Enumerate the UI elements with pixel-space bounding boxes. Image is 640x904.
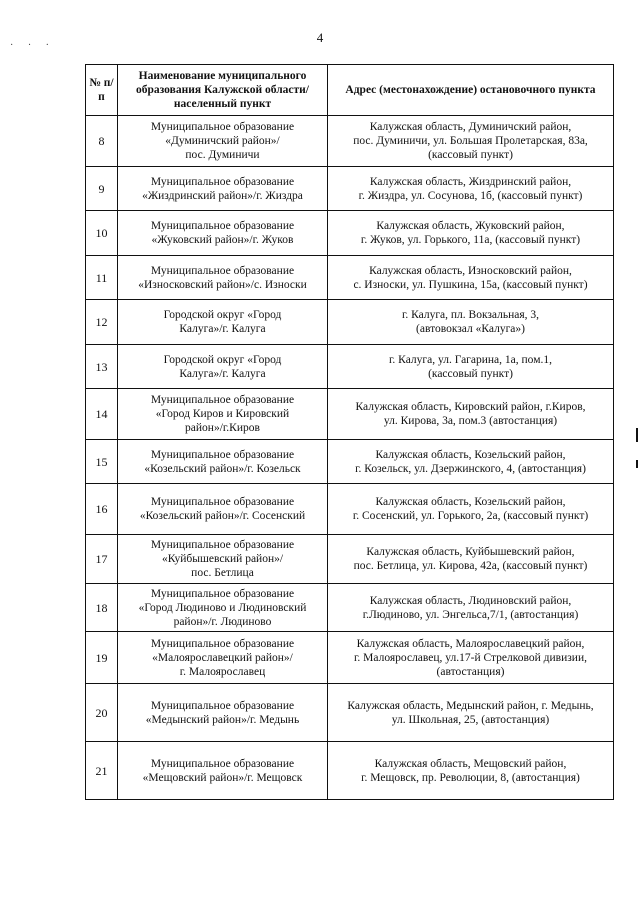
address-cell xyxy=(328,211,614,256)
address-cell xyxy=(328,440,614,484)
municipality-line: «Думиничский район»/ xyxy=(165,135,280,147)
row-number: 17 xyxy=(86,535,118,584)
stops-table xyxy=(85,64,614,800)
municipality-line: Муниципальное образование xyxy=(150,220,295,232)
address-line: Калужская область, Думиничский район, xyxy=(369,121,572,133)
address-cell xyxy=(328,167,614,211)
municipality-line: «Жуковский район»/г. Жуков xyxy=(151,234,294,246)
address-line: Калужская область, Куйбышевский район, xyxy=(366,546,575,558)
municipality-cell xyxy=(118,484,328,535)
municipality-line: Муниципальное образование xyxy=(150,496,295,508)
address-line: Калужская область, Малоярославецкий район, xyxy=(356,637,585,650)
table-row xyxy=(86,684,614,742)
table-row xyxy=(86,584,614,632)
page-number: 4 xyxy=(316,30,324,45)
row-number: 15 xyxy=(86,440,118,484)
municipality-line: Муниципальное образование xyxy=(150,175,295,188)
address-cell xyxy=(328,389,614,440)
municipality-line: Муниципальное образование xyxy=(150,637,295,650)
municipality-cell xyxy=(118,211,328,256)
municipality-cell xyxy=(118,300,328,345)
municipality-cell xyxy=(118,440,328,484)
municipality-cell xyxy=(118,684,328,742)
address-line: г.Людиново, ул. Энгельса,7/1, (автостанция) xyxy=(362,608,579,621)
municipality-cell xyxy=(118,584,328,632)
municipality-line: район»/г.Киров xyxy=(185,422,260,434)
municipality-line: Городской округ «Город xyxy=(163,353,282,366)
municipality-line: «Медынский район»/г. Медынь xyxy=(145,713,300,726)
municipality-line: «Мещовский район»/г. Мещовск xyxy=(142,771,303,784)
municipality-cell xyxy=(118,256,328,300)
address-line: Калужская область, Мещовский район, xyxy=(374,757,567,770)
address-cell xyxy=(328,300,614,345)
municipality-line: Муниципальное образование xyxy=(150,699,295,712)
row-number: 12 xyxy=(86,300,118,345)
address-line: пос. Бетлица, ул. Кирова, 42а, (кассовый пункт) xyxy=(353,560,588,572)
address-line: г. Жиздра, ул. Сосунова, 1б, (кассовый пункт) xyxy=(358,189,583,202)
header-num: № п/п xyxy=(86,65,118,116)
row-number: 19 xyxy=(86,632,118,684)
address-line: с. Износки, ул. Пушкина, 15а, (кассовый пункт) xyxy=(353,278,588,291)
table-row xyxy=(86,211,614,256)
address-line: (кассовый пункт) xyxy=(428,367,513,380)
address-cell xyxy=(328,584,614,632)
address-cell xyxy=(328,345,614,389)
municipality-line: Калуга»/г. Калуга xyxy=(179,367,266,380)
address-line: (кассовый пункт) xyxy=(428,149,513,161)
municipality-line: Муниципальное образование xyxy=(150,587,295,600)
address-line: Калужская область, Износковский район, xyxy=(369,264,572,277)
row-number: 9 xyxy=(86,167,118,211)
address-cell xyxy=(328,742,614,800)
municipality-line: «Куйбышевский район»/ xyxy=(161,553,284,565)
table-row xyxy=(86,389,614,440)
municipality-cell xyxy=(118,116,328,167)
municipality-line: Муниципальное образование xyxy=(150,757,295,770)
address-line: г. Козельск, ул. Дзержинского, 4, (автостанция) xyxy=(355,462,586,475)
municipality-line: г. Малоярославец xyxy=(179,665,266,678)
address-cell xyxy=(328,632,614,684)
municipality-line: Муниципальное образование xyxy=(150,539,295,551)
address-line: пос. Думиничи, ул. Большая Пролетарская, 83а, xyxy=(353,135,588,147)
municipality-cell xyxy=(118,167,328,211)
address-line: г. Жуков, ул. Горького, 11а, (кассовый пункт) xyxy=(360,234,581,246)
address-line: Калужская область, Козельский район, xyxy=(375,496,566,508)
table-row xyxy=(86,345,614,389)
municipality-line: Калуга»/г. Калуга xyxy=(179,323,266,335)
address-line: Калужская область, Людиновский район, xyxy=(369,594,572,607)
address-line: (автостанция) xyxy=(436,665,505,678)
table-row xyxy=(86,167,614,211)
address-line: (автовокзал «Калуга») xyxy=(416,323,525,335)
municipality-cell xyxy=(118,535,328,584)
address-line: Калужская область, Жиздринский район, xyxy=(369,175,572,188)
municipality-line: «Город Киров и Кировский xyxy=(155,408,290,420)
address-line: Калужская область, Козельский район, xyxy=(375,448,566,461)
address-cell xyxy=(328,256,614,300)
municipality-cell xyxy=(118,389,328,440)
table-row xyxy=(86,535,614,584)
row-number: 11 xyxy=(86,256,118,300)
header-name: Наименование муниципального образования Калужской области/населенный пункт xyxy=(118,65,328,116)
municipality-line: Муниципальное образование xyxy=(150,394,295,406)
address-line: г. Малоярославец, ул.17-й Стрелковой дивизии, xyxy=(354,651,587,664)
municipality-line: «Козельский район»/г. Козельск xyxy=(144,462,301,475)
row-number: 18 xyxy=(86,584,118,632)
address-cell xyxy=(328,116,614,167)
row-number: 21 xyxy=(86,742,118,800)
row-number: 10 xyxy=(86,211,118,256)
address-cell xyxy=(328,484,614,535)
address-cell xyxy=(328,684,614,742)
municipality-line: пос. Бетлица xyxy=(191,567,254,579)
address-line: Калужская область, Медынский район, г. Медынь, xyxy=(347,699,594,712)
table-row xyxy=(86,742,614,800)
table-row xyxy=(86,632,614,684)
municipality-cell xyxy=(118,742,328,800)
row-number: 13 xyxy=(86,345,118,389)
address-line: г. Калуга, ул. Гагарина, 1а, пом.1, xyxy=(389,353,552,366)
table-row xyxy=(86,300,614,345)
municipality-line: «Малоярославецкий район»/ xyxy=(152,651,293,664)
municipality-line: район»/г. Людиново xyxy=(173,615,272,628)
address-line: Калужская область, Жуковский район, xyxy=(376,220,565,232)
municipality-line: Муниципальное образование xyxy=(150,264,295,277)
municipality-line: «Жиздринский район»/г. Жиздра xyxy=(142,189,303,202)
table-header-row xyxy=(86,65,614,116)
row-number: 20 xyxy=(86,684,118,742)
municipality-line: Муниципальное образование xyxy=(150,448,295,461)
municipality-line: пос. Думиничи xyxy=(185,149,260,161)
municipality-cell xyxy=(118,345,328,389)
scan-edge-mark xyxy=(636,428,638,442)
scan-edge-mark xyxy=(636,460,638,468)
table-row xyxy=(86,440,614,484)
address-line: г. Сосенский, ул. Горького, 2а, (кассовый пункт) xyxy=(352,510,589,522)
municipality-cell xyxy=(118,632,328,684)
address-line: г. Калуга, пл. Вокзальная, 3, xyxy=(401,309,540,321)
municipality-line: Муниципальное образование xyxy=(150,121,295,133)
row-number: 16 xyxy=(86,484,118,535)
address-line: г. Мещовск, пр. Революции, 8, (автостанция) xyxy=(361,771,580,784)
address-line: ул. Кирова, 3а, пом.3 (автостанция) xyxy=(383,415,558,427)
row-number: 14 xyxy=(86,389,118,440)
scan-artifact: · · · xyxy=(10,40,55,51)
municipality-line: Городской округ «Город xyxy=(163,309,282,321)
municipality-line: «Козельский район»/г. Сосенский xyxy=(139,510,306,522)
table-row xyxy=(86,256,614,300)
row-number: 8 xyxy=(86,116,118,167)
municipality-line: «Износковский район»/с. Износки xyxy=(138,278,307,291)
address-cell xyxy=(328,535,614,584)
table-row xyxy=(86,116,614,167)
table-row xyxy=(86,484,614,535)
header-address: Адрес (местонахождение) остановочного пункта xyxy=(328,65,614,116)
address-line: Калужская область, Кировский район, г.Киров, xyxy=(355,401,586,413)
municipality-line: «Город Людиново и Людиновский xyxy=(138,601,307,614)
address-line: ул. Школьная, 25, (автостанция) xyxy=(391,713,550,726)
